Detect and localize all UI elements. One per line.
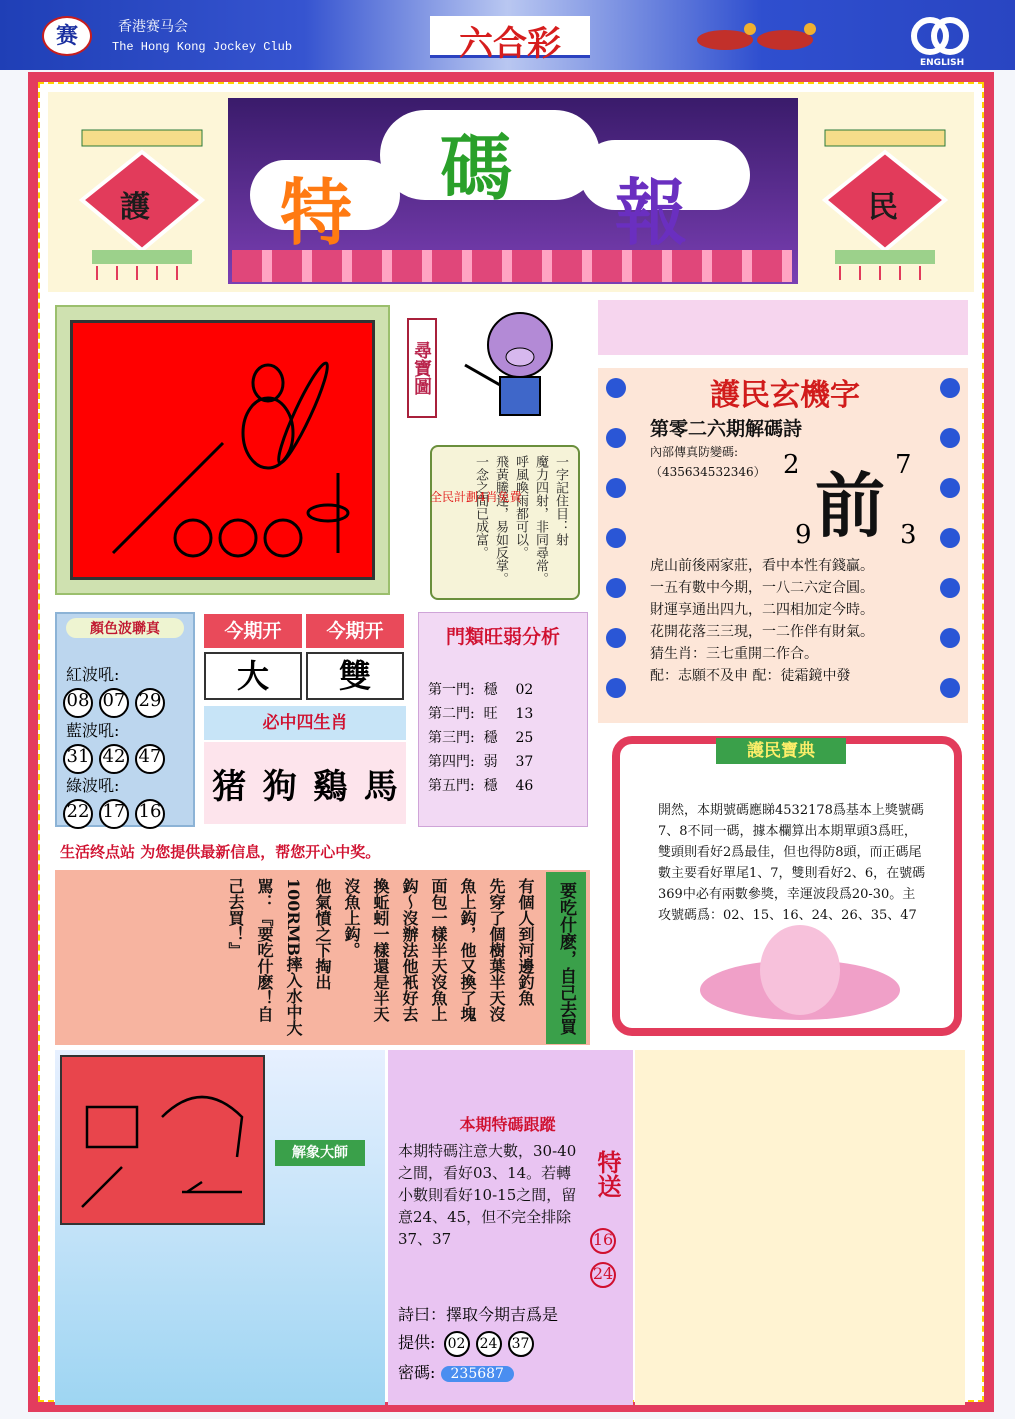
xuanji-title: 護民玄機字 <box>710 378 860 413</box>
horse-racing-icon <box>680 15 830 60</box>
special-text: 本期特碼注意大數，30-40之間，看好03、14。若轉小數則看好10-15之間，留意24、45，但不完全排除37、37 <box>398 1142 577 1248</box>
life-side-title: 要吃什麽，自己去買 <box>546 872 586 1044</box>
pink-band <box>598 300 968 355</box>
shengxiao-title: 必中四生肖 <box>204 706 406 740</box>
xuanji-period: 第零二六期解碼詩 <box>650 418 803 440</box>
xuanji-big-char: 前 <box>815 464 885 547</box>
life-story: 有個人到河邊釣魚 先穿了個樹葉半天沒 魚上鈎，他又換了塊 面包一樣半天沒魚上 鈎～沒辦法他衹好去 換蚯蚓一樣還是半天 沒魚上鈎。 他氣憤之下掏出 100RMB摔入水中大 駡：『要吃什麽！自 己去買！』 <box>226 878 535 1036</box>
right-lantern-char: 民 <box>868 190 898 225</box>
treasure-drawing-icon <box>73 323 372 577</box>
special-side-num-1: 16 <box>590 1228 616 1254</box>
leak-label: 內部傳真防變碼: <box>650 445 739 459</box>
baodian-text: 開然，本期號碼應睇4532178爲基本上獎號碼7、8不同一碼，據本欄算出本期單頭3爲旺，雙頭則看好2爲最佳，但也得防8頭，而正碼尾數主要看好單尾1、7，雙則看好2、6，在號碼369中必有兩數參獎，幸運波段爲20-30。主攻號碼爲：02、15、16、24、26、35、47 <box>658 803 926 923</box>
code-badge: 235687 <box>441 1366 514 1382</box>
wave-red-label: 紅波吼: <box>66 665 120 684</box>
animal-4: 馬 <box>363 766 398 807</box>
provide-row: 提供: 02 24 37 <box>398 1330 537 1357</box>
men-row: 第二門: 旺 13 <box>428 706 534 722</box>
org-name-en: The Hong Kong Jockey Club <box>112 40 293 54</box>
wave-green-nums: 22 17 16 <box>60 799 168 829</box>
animal-3: 鷄 <box>313 766 348 807</box>
xuanji-poem: 虎山前後兩家莊，看中本性有錢贏。 一五有數中今期，一八二六定合圓。 財運享通出四九，二四相加定今時。 花開花落三三現，一二作伴有財氣。 猜生肖：三七重開二作合。 配：志願不及申 配：徒霜鏡中發 <box>650 558 874 684</box>
men-row: 第四門: 弱 37 <box>428 754 534 770</box>
wave-green-label: 綠波吼: <box>66 776 120 795</box>
men-row: 第三門: 穩 25 <box>428 730 534 746</box>
left-lantern-char: 護 <box>120 190 150 225</box>
scroll-overlay-text: 全民計劃4肖免費 <box>430 490 522 504</box>
special-side-label: 特送 <box>593 1150 622 1198</box>
men-table <box>428 678 578 798</box>
special-title: 本期特碼跟蹤 <box>459 1115 556 1134</box>
animal-1: 猪 <box>212 766 247 807</box>
org-name-cn: 香港赛马会 <box>118 19 188 35</box>
life-bar-text: 生活终点站 为您提供最新信息，帮您开心中奖。 <box>60 843 381 861</box>
men-title: 門類旺弱分析 <box>445 626 560 648</box>
leak-code: （435634532346） <box>650 465 766 479</box>
wave-title: 顏色波聯真 <box>66 618 184 638</box>
find-treasure-label: 尋寶圖 <box>407 318 437 418</box>
banner-char-2: 碼 <box>440 125 513 210</box>
wave-blue-label: 藍波吼: <box>66 721 120 740</box>
animal-2: 狗 <box>262 766 297 807</box>
corner-num-br: 3 <box>900 520 917 550</box>
corner-num-tl: 2 <box>783 450 800 480</box>
english-link-icon[interactable] <box>905 14 975 64</box>
corner-num-tr: 7 <box>895 450 912 480</box>
scroll-poem: 一字記住目：射 魔力四射，非同尋常。 呼風喚雨都可以。 飛黃騰達，易如反掌。 一念之間已成富。 <box>473 455 568 585</box>
pig-mascot-icon <box>455 305 585 430</box>
shengxiao-animals <box>204 742 406 824</box>
jiexiang-picture <box>60 1055 265 1225</box>
banner-char-3: 報 <box>615 170 688 255</box>
wave-blue-nums: 31 42 47 <box>60 744 168 774</box>
men-row: 第一門: 穩 02 <box>428 682 534 698</box>
jiexiang-drawing-icon <box>62 1057 263 1223</box>
lotus-icon <box>690 920 910 1030</box>
kai-right-value: 雙 <box>306 652 404 700</box>
page-title: 六合彩 <box>430 16 590 58</box>
corner-num-bl: 9 <box>795 520 812 550</box>
special-poem: 詩曰：擇取今期吉爲是 <box>398 1305 559 1324</box>
men-row: 第五門: 穩 46 <box>428 778 534 794</box>
kai-left-label: 今期开 <box>204 614 302 648</box>
hkjc-logo: 赛 <box>42 16 92 56</box>
code-row: 密碼: 235687 <box>398 1360 514 1383</box>
wave-red-nums: 08 07 29 <box>60 688 168 718</box>
english-label[interactable]: ENGLISH <box>920 58 965 68</box>
baodian-title: 護民寶典 <box>716 738 846 764</box>
kai-left-value: 大 <box>204 652 302 700</box>
blank-ad-area <box>635 1050 965 1405</box>
treasure-picture <box>70 320 375 580</box>
special-side-num-2: 24 <box>590 1262 616 1288</box>
jiexiang-label: 解象大師 <box>275 1140 365 1166</box>
kai-right-label: 今期开 <box>306 614 404 648</box>
banner-char-1: 特 <box>280 170 353 255</box>
